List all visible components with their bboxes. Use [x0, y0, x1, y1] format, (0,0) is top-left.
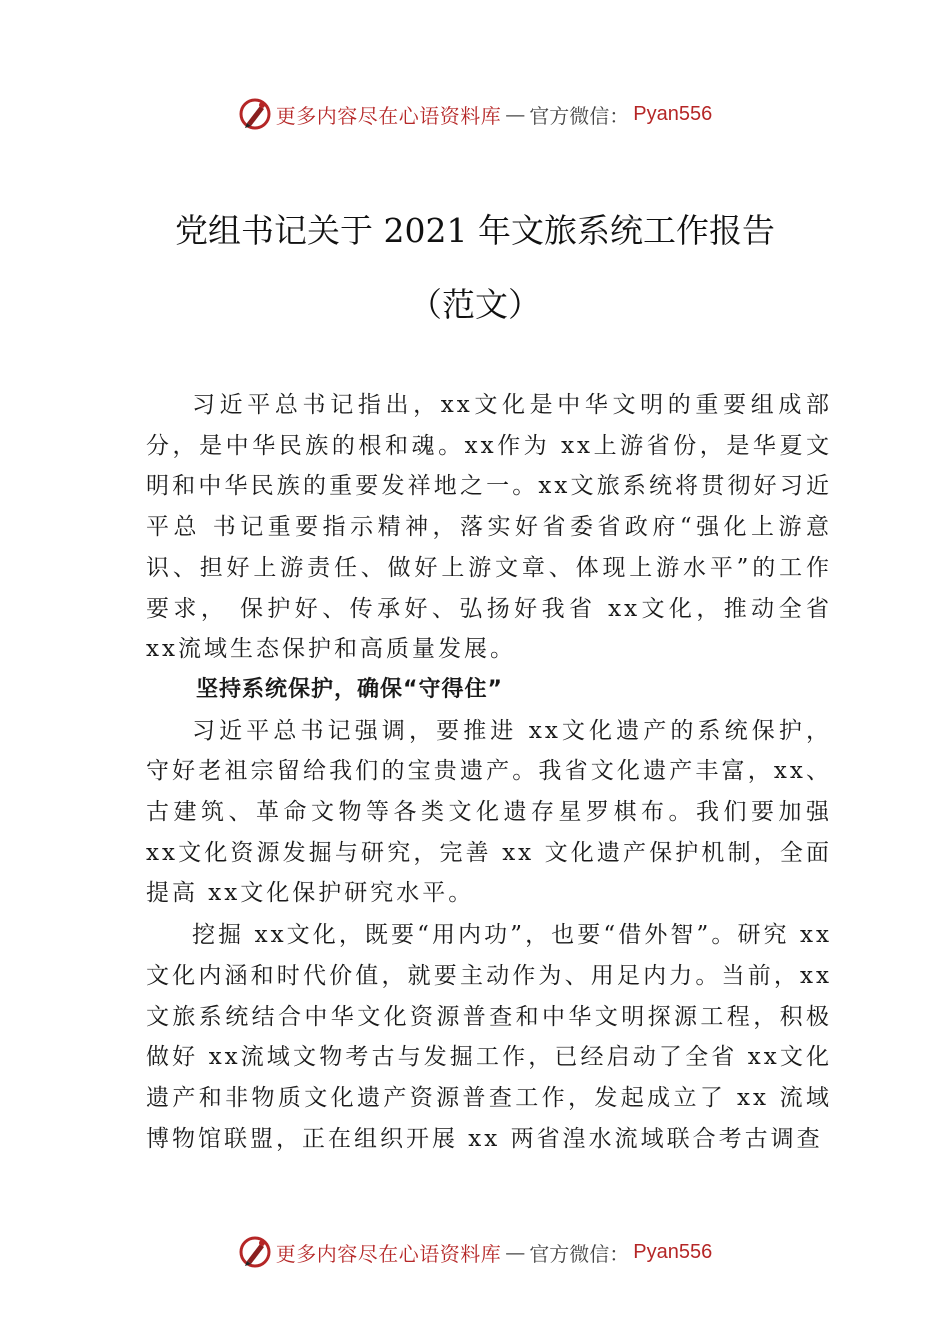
- pen-nib-logo-icon: [238, 1235, 272, 1269]
- paragraph-research: 挖掘 xx文化，既要“用内功”，也要“借外智”。研究 xx文化内涵和时代价值，就要主动作为、用足内力。当前，xx文旅系统结合中华文化资源普查和中华文明探源工程，积极做好 xx流域文物考古与发掘工作，已经启动了全省 xx文化遗产和非物质文化遗产资源普查工作，发起成立了 xx 流域博物馆联盟，正在组织开展 xx 两省湟水流域联合考古调查: [146, 922, 832, 1152]
- top-banner: [0, 94, 950, 134]
- banner-main-text: 更多内容尽在心语资料库: [275, 103, 502, 128]
- banner-dash: —: [505, 102, 526, 126]
- banner-wechat-id: Pyan556: [633, 102, 713, 125]
- banner-wechat-id: Pyan556: [633, 1240, 713, 1263]
- document-body: [146, 385, 832, 1159]
- bottom-banner: [0, 1232, 950, 1272]
- document-subtitle: （范文）: [409, 285, 541, 324]
- document-title: 党组书记关于 2021 年文旅系统工作报告: [175, 211, 775, 250]
- banner-dash: —: [505, 1240, 526, 1264]
- banner-wechat-label: 官方微信：: [529, 103, 630, 128]
- pen-nib-logo-icon: [238, 97, 272, 131]
- banner-main-text: 更多内容尽在心语资料库: [275, 1241, 502, 1266]
- banner-wechat-label: 官方微信：: [529, 1241, 630, 1266]
- section-heading: 坚持系统保护，确保“守得住”: [196, 676, 503, 702]
- paragraph-intro: 习近平总书记指出，xx文化是中华文明的重要组成部分，是中华民族的根和魂。xx作为 xx上游省份，是华夏文明和中华民族的重要发祥地之一。xx文旅系统将贯彻好习近平总 书记重要指示精神，落实好省委省政府“强化上游意识、担好上游责任、做好上游文章、体现上游水平”的工作要求， 保护好、传承好、弘扬好我省 xx文化，推动全省 xx流域生态保护和高质量发展。: [146, 392, 832, 663]
- paragraph-protection: 习近平总书记强调，要推进 xx文化遗产的系统保护，守好老祖宗留给我们的宝贵遗产。我省文化遗产丰富，xx、古建筑、革命文物等各类文化遗存星罗棋布。我们要加强 xx文化资源发掘与研究，完善 xx 文化遗产保护机制，全面提高 xx文化保护研究水平。: [146, 717, 832, 907]
